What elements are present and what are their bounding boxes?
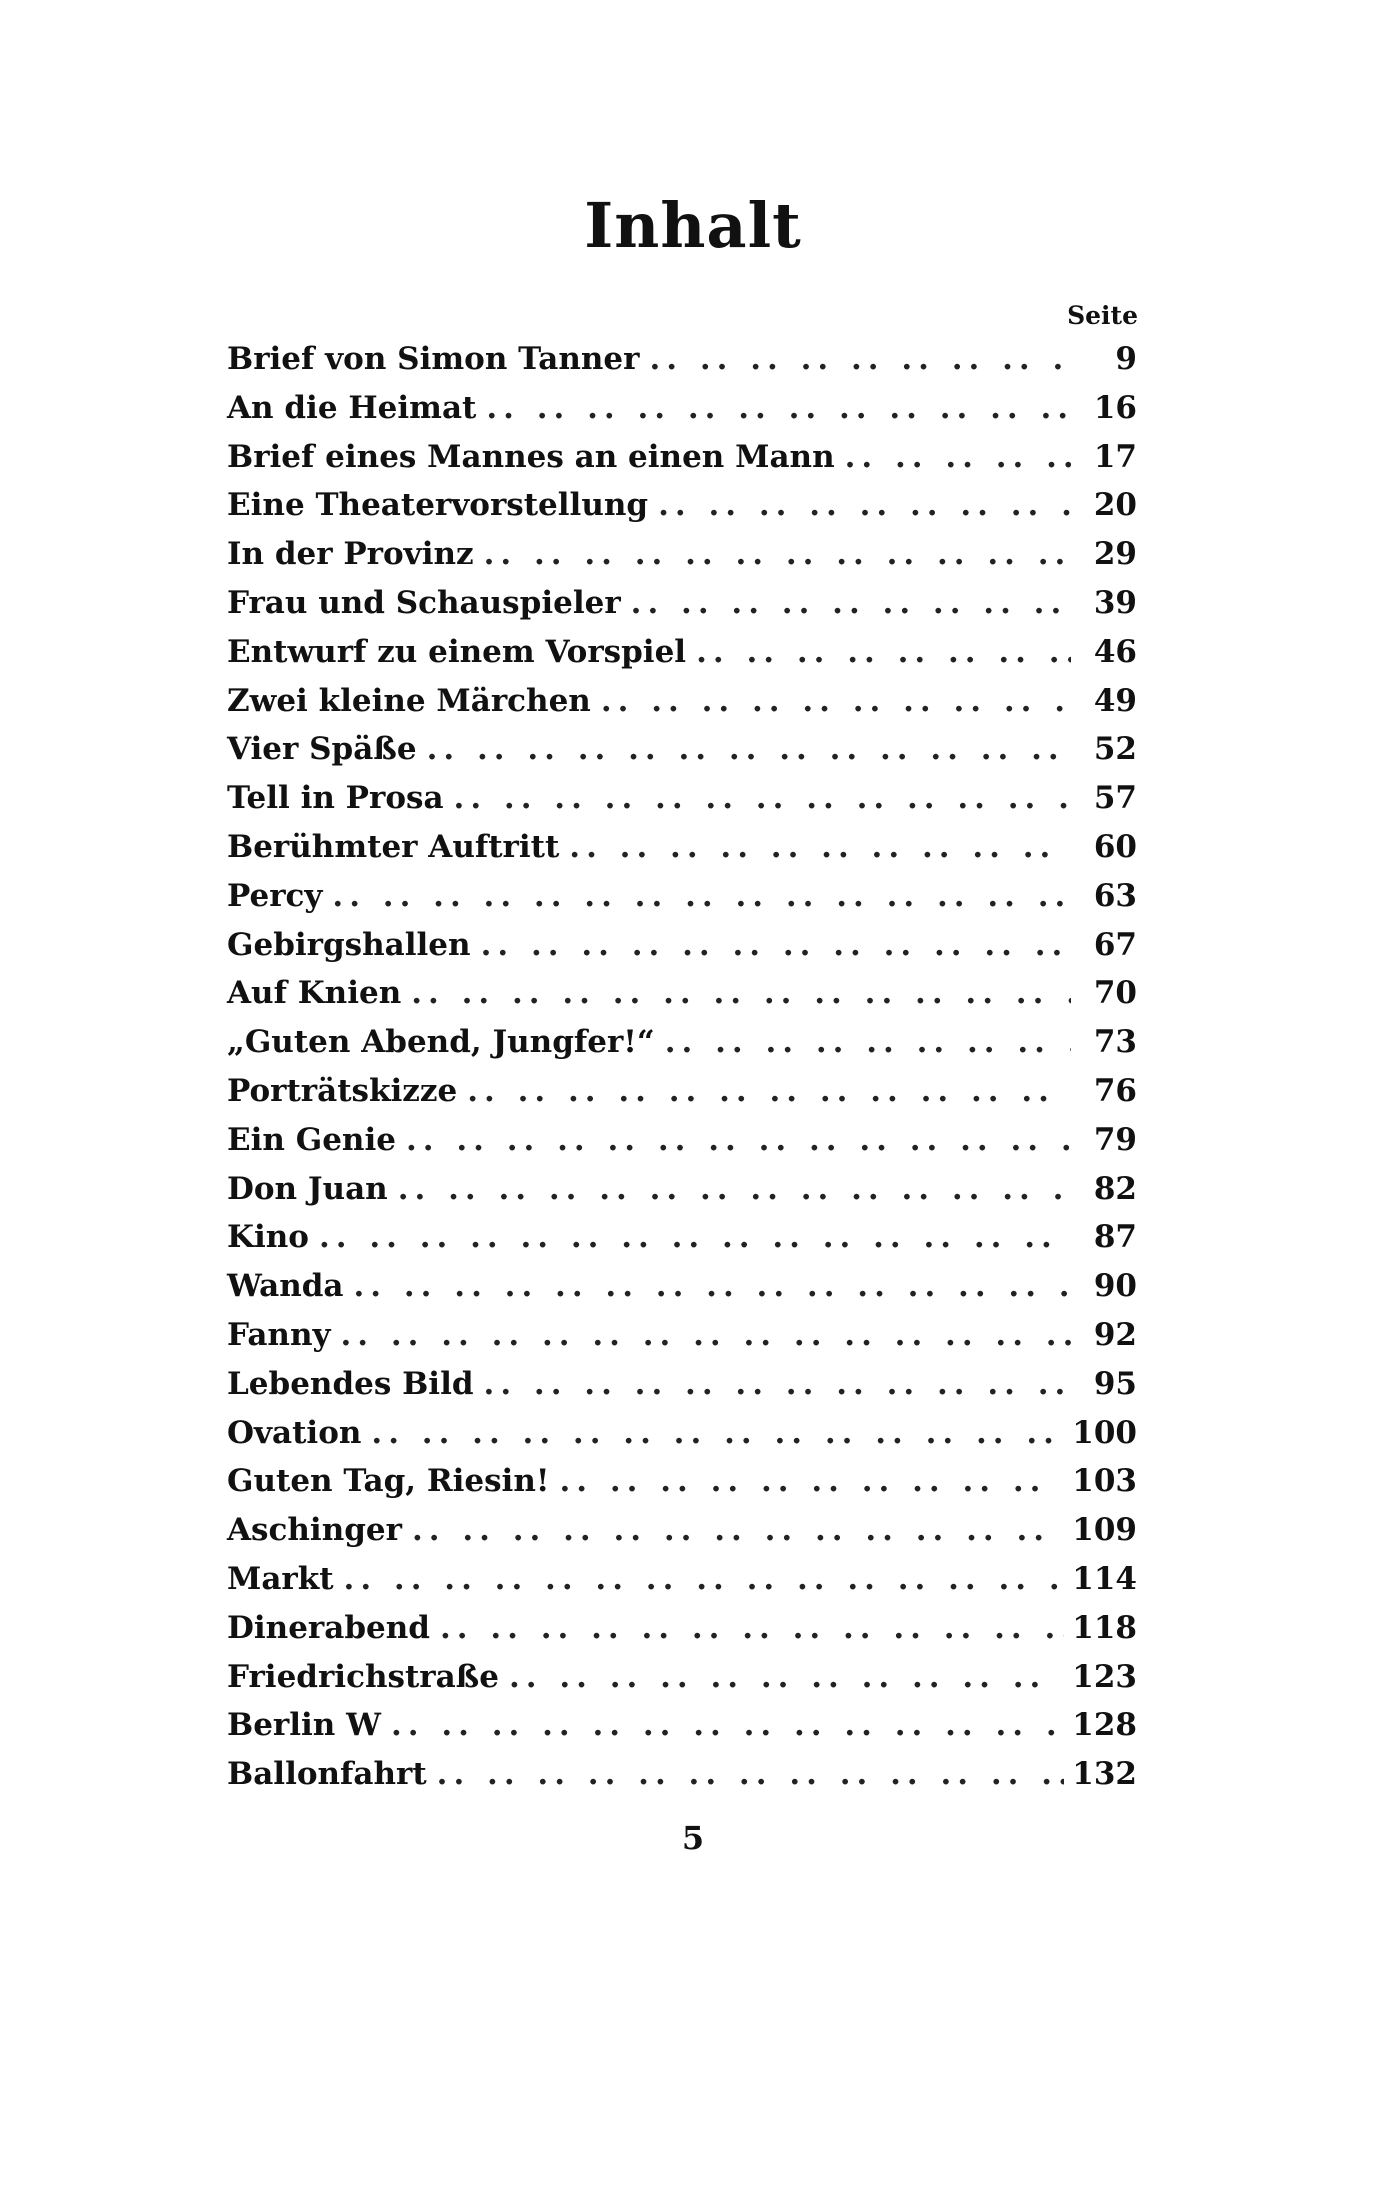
toc-entry-page: 73	[1093, 1024, 1137, 1061]
dot-leader	[601, 677, 1071, 726]
table-of-contents	[227, 335, 1137, 1799]
dot-leader	[486, 384, 1071, 433]
toc-entry-title: In der Provinz	[227, 536, 474, 573]
toc-entry	[227, 1506, 1137, 1555]
dot-leader	[354, 1262, 1071, 1311]
toc-entry-page: 82	[1093, 1170, 1137, 1207]
toc-entry-title: Guten Tag, Riesin!	[227, 1463, 550, 1500]
dot-leader	[484, 530, 1071, 579]
toc-entry	[227, 1213, 1137, 1262]
toc-entry-title: Auf Knien	[227, 975, 402, 1012]
page-title: Inhalt	[584, 189, 802, 262]
dot-leader	[411, 969, 1071, 1018]
toc-entry-page: 67	[1093, 926, 1137, 963]
toc-entry	[227, 1409, 1137, 1458]
toc-entry	[227, 1653, 1137, 1702]
toc-entry-title: Percy	[227, 877, 323, 914]
toc-entry-title: Entwurf zu einem Vorspiel	[227, 633, 687, 670]
dot-leader	[437, 1750, 1065, 1799]
toc-entry	[227, 872, 1137, 921]
dot-leader	[658, 481, 1071, 530]
toc-entry-title: Markt	[227, 1560, 334, 1597]
toc-entry	[227, 530, 1137, 579]
dot-leader	[427, 725, 1071, 774]
toc-entry	[227, 1604, 1137, 1653]
toc-entry	[227, 1311, 1137, 1360]
toc-entry	[227, 1555, 1137, 1604]
toc-entry	[227, 677, 1137, 726]
toc-entry-page: 90	[1093, 1268, 1137, 1305]
toc-entry-page: 92	[1093, 1316, 1137, 1353]
dot-leader	[344, 1555, 1065, 1604]
toc-entry	[227, 921, 1137, 970]
toc-entry-page: 70	[1093, 975, 1137, 1012]
toc-entry	[227, 823, 1137, 872]
toc-entry-title: Eine Theatervorstellung	[227, 487, 649, 524]
toc-entry-title: Don Juan	[227, 1170, 388, 1207]
toc-entry	[227, 481, 1137, 530]
dot-leader	[649, 335, 1071, 384]
toc-entry-title: Porträtskizze	[227, 1072, 458, 1109]
toc-entry-title: Dinerabend	[227, 1609, 430, 1646]
toc-entry-title: Berühmter Auftritt	[227, 828, 560, 865]
dot-leader	[398, 1165, 1071, 1214]
toc-entry-page: 87	[1093, 1219, 1137, 1256]
dot-leader	[406, 1116, 1071, 1165]
dot-leader	[696, 628, 1071, 677]
dot-leader	[665, 1018, 1071, 1067]
toc-entry-title: Fanny	[227, 1316, 331, 1353]
dot-leader	[440, 1604, 1064, 1653]
dot-leader	[454, 774, 1071, 823]
dot-leader	[341, 1311, 1072, 1360]
dot-leader	[412, 1506, 1064, 1555]
toc-entry-title: Ovation	[227, 1414, 362, 1451]
toc-entry-page: 132	[1072, 1756, 1137, 1793]
toc-entry-page: 20	[1093, 487, 1137, 524]
toc-entry-title: Frau und Schauspieler	[227, 584, 621, 621]
toc-entry-page: 49	[1093, 682, 1137, 719]
toc-entry-page: 17	[1093, 438, 1137, 475]
toc-entry	[227, 579, 1137, 628]
toc-entry-title: Vier Späße	[227, 731, 417, 768]
toc-entry-page: 29	[1093, 536, 1137, 573]
toc-entry-page: 123	[1072, 1658, 1137, 1695]
toc-entry-page: 109	[1072, 1512, 1137, 1549]
toc-entry-title: Aschinger	[227, 1512, 402, 1549]
toc-entry-page: 103	[1072, 1463, 1137, 1500]
toc-entry	[227, 1701, 1137, 1750]
toc-entry-title: Kino	[227, 1219, 309, 1256]
dot-leader	[509, 1653, 1064, 1702]
dot-leader	[845, 433, 1071, 482]
toc-entry-page: 114	[1072, 1560, 1137, 1597]
dot-leader	[467, 1067, 1071, 1116]
toc-entry-title: An die Heimat	[227, 389, 477, 426]
toc-entry-page: 46	[1093, 633, 1137, 670]
toc-entry	[227, 384, 1137, 433]
toc-entry-page: 16	[1093, 389, 1137, 426]
toc-entry	[227, 725, 1137, 774]
toc-entry-page: 100	[1072, 1414, 1137, 1451]
toc-entry	[227, 628, 1137, 677]
dot-leader	[631, 579, 1071, 628]
toc-entry	[227, 433, 1137, 482]
toc-entry	[227, 1165, 1137, 1214]
dot-leader	[484, 1360, 1071, 1409]
toc-entry-page: 63	[1093, 877, 1137, 914]
toc-entry-page: 39	[1093, 584, 1137, 621]
toc-entry-page: 95	[1093, 1365, 1137, 1402]
toc-entry-title: Lebendes Bild	[227, 1365, 474, 1402]
page-column-label: Seite	[1067, 301, 1138, 330]
toc-entry-title: Brief eines Mannes an einen Mann	[227, 438, 835, 475]
toc-entry-title: Brief von Simon Tanner	[227, 341, 640, 377]
toc-entry	[227, 1116, 1137, 1165]
toc-entry	[227, 1018, 1137, 1067]
toc-entry	[227, 1262, 1137, 1311]
dot-leader	[332, 872, 1071, 921]
toc-entry-title: Berlin W	[227, 1707, 381, 1744]
dot-leader	[391, 1701, 1064, 1750]
toc-entry-page: 9	[1115, 341, 1137, 377]
toc-entry	[227, 774, 1137, 823]
toc-entry-page: 52	[1093, 731, 1137, 768]
dot-leader	[371, 1409, 1064, 1458]
toc-entry-page: 79	[1093, 1121, 1137, 1158]
toc-entry-title: Gebirgshallen	[227, 926, 471, 963]
toc-entry	[227, 335, 1137, 384]
toc-entry-title: „Guten Abend, Jungfer!“	[227, 1024, 655, 1061]
toc-entry	[227, 969, 1137, 1018]
toc-entry-page: 57	[1093, 780, 1137, 817]
toc-entry-page: 128	[1072, 1707, 1137, 1744]
toc-entry	[227, 1067, 1137, 1116]
dot-leader	[559, 1457, 1064, 1506]
toc-entry-title: Zwei kleine Märchen	[227, 682, 591, 719]
toc-entry	[227, 1457, 1137, 1506]
folio-page-number: 5	[681, 1819, 705, 1857]
toc-entry-title: Friedrichstraße	[227, 1658, 499, 1695]
toc-entry-page: 76	[1093, 1072, 1137, 1109]
dot-leader	[569, 823, 1071, 872]
toc-entry	[227, 1360, 1137, 1409]
dot-leader	[319, 1213, 1071, 1262]
toc-entry-title: Wanda	[227, 1268, 344, 1305]
toc-entry	[227, 1750, 1137, 1799]
toc-entry-title: Ein Genie	[227, 1121, 396, 1158]
dot-leader	[481, 921, 1071, 970]
toc-entry-page: 118	[1072, 1609, 1137, 1646]
toc-entry-page: 60	[1093, 828, 1137, 865]
toc-entry-title: Ballonfahrt	[227, 1756, 427, 1793]
toc-entry-title: Tell in Prosa	[227, 780, 444, 817]
